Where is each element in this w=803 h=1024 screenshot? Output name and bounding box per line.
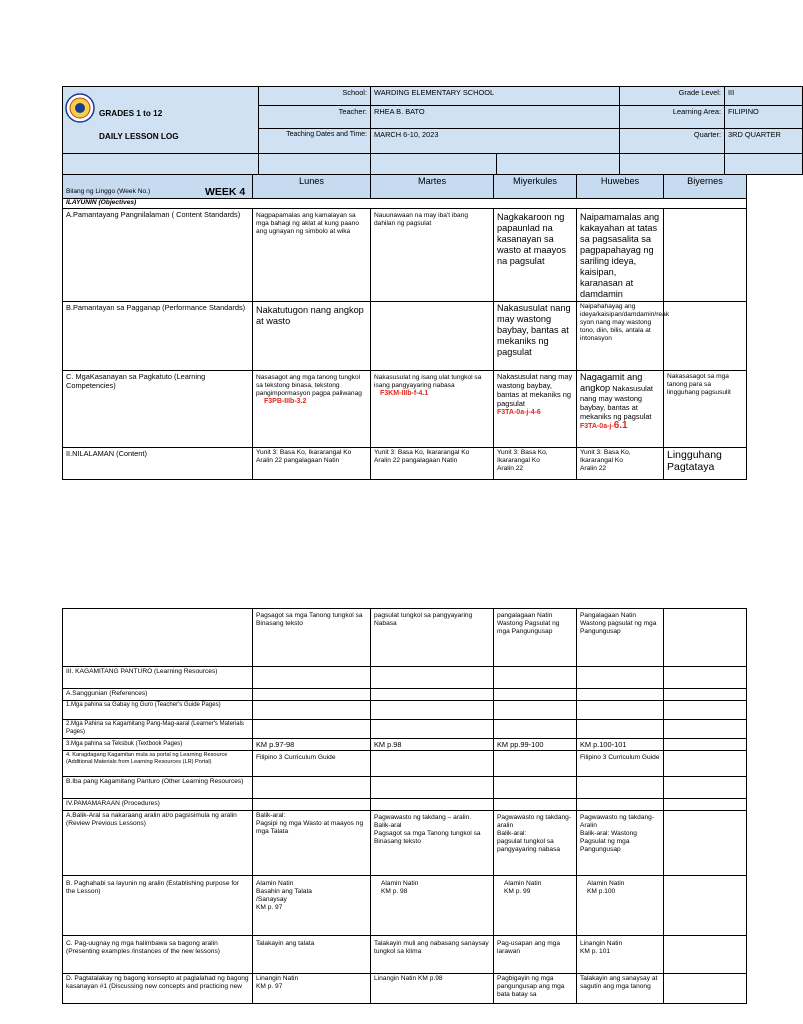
discussion-miyerkules: Pagbigayin ng mga pangungusap ang mga bata batay sa [494,974,577,1004]
blank-cell [725,154,803,175]
lesson-log-header-table [62,86,803,175]
competency-code: F3TA-0a-j- [580,423,614,430]
textbook-label: 3.Mga pahina sa Teksbuk (Textbook Pages) [63,739,253,751]
lesson-log-table [62,174,747,480]
objectives-heading: ILAYUNIN (Objectives) [63,199,747,209]
competency-code: F3TA-0a-j-4-6 [497,409,541,416]
day-lunes: Lunes [253,175,371,199]
dates-value: MARCH 6-10, 2023 [371,129,620,154]
competency-text: Nakasusulat nang may wastong baybay, bantas at mekaniks ng pagsulat [580,384,653,421]
day-miyerkules: Miyerkules [494,175,577,199]
blank-cell [259,154,371,175]
purpose-miyerkules: Alamin Natin KM p. 99 [494,876,577,936]
examples-label: C. Pag-uugnay ng mga halimbawa sa bagong aralin (Presenting examples /instances of the new lessons) [63,936,253,974]
school-value: WARDING ELEMENTARY SCHOOL [371,87,620,106]
content-cont-huwebes: Pangalagaan Natin Wastong pagsulat ng mga Pangungusap [577,609,664,667]
performance-standards-label: B.Pamantayan sa Pagganap (Performance Standards) [63,302,253,371]
competencies-label: C. MgaKasanayan sa Pagkatuto (Learning Competencies) [63,371,253,448]
discussion-martes: Linangin Natin KM p.98 [371,974,494,1004]
performance-standards-lunes: Nakatutugon nang angkop at wasto [253,302,371,371]
review-miyerkules: Pagwawasto ng takdang-aralin Balik-aral: pagsulat tungkol sa pangyayaring nabasa [494,811,577,876]
textbook-lunes: KM p.97-98 [253,739,371,751]
learning-area-label: Learning Area: [620,106,725,129]
performance-standards-martes [371,302,494,371]
log-title: DAILY LESSON LOG [99,132,179,141]
competency-text: Nagagamit ang angkop [580,372,643,393]
day-martes: Martes [371,175,494,199]
day-huwebes: Huwebes [577,175,664,199]
blank-cell [63,609,253,667]
content-cont-lunes: Pagsagot sa mga Tanong tungkol sa Binasang teksto [253,609,371,667]
learners-materials-label: 2.Mga Pahina sa Kagamitang Pang-Mag-aaral (Learner's Materials Pages) [63,720,253,739]
content-standards-lunes: Nagpapamalas ang kamalayan sa mga bahagi ng aklat at kung paano ang ugnayan ng simbolo at wika [253,209,371,302]
blank-cell [63,154,259,175]
dates-label: Teaching Dates and Time: [259,129,371,154]
examples-huwebes: Linangin Natin KM p. 101 [577,936,664,974]
review-label: A.Balik-Aral sa nakaraang aralin at/o pagsisimula ng aralin (Review Previous Lessons) [63,811,253,876]
blank-cell [620,154,725,175]
content-standards-martes: Nauunawaan na may iba't ibang dahilan ng pagsulat [371,209,494,302]
school-label: School: [259,87,371,106]
day-biyernes: Biyernes [664,175,747,199]
discussion-label: D. Pagtatalakay ng bagong konsepto at paglalahad ng bagong kasanayan #1 (Discussing new concepts and practicing new [63,974,253,1004]
purpose-martes: Alamin Natin KM p. 98 [371,876,494,936]
purpose-huwebes: Alamin Natin KM p.100 [577,876,664,936]
performance-standards-biyernes [664,302,747,371]
purpose-label: B. Paghahabi sa layunin ng aralin (Establishing purpose for the Lesson) [63,876,253,936]
content-cont-miyerkules: pangalagaan Natin Wastong Pagsulat ng mga Pangungusap [494,609,577,667]
content-martes: Yunit 3: Basa Ko, Ikararangal Ko Aralin 22 pangalagaan Natin [371,448,494,480]
purpose-lunes: Alamin Natin Basahin ang Talata /Sanaysay KM p. 97 [253,876,371,936]
content-standards-miyerkules: Nagkakaroon ng papaunlad na kasanayan sa wasto at maayos na pagsulat [494,209,577,302]
content-biyernes: Lingguhang Pagtataya [664,448,747,480]
textbook-huwebes: KM p.100-101 [577,739,664,751]
week-value: WEEK 4 [205,186,246,198]
textbook-martes: KM p.98 [371,739,494,751]
review-martes: Pagwawasto ng takdang – aralin. Balik-aral Pagsagot sa mga Tanong tungkol sa Binasang teksto [371,811,494,876]
week-label: Bilang ng Linggo (Week No.) [66,188,151,195]
blank-cell [497,154,620,175]
content-miyerkules: Yunit 3: Basa Ko, Ikararangal Ko Aralin 22 [494,448,577,480]
content-label: II.NILALAMAN (Content) [63,448,253,480]
content-cont-martes: pagsulat tungkol sa pangyayaring Nabasa [371,609,494,667]
content-lunes: Yunit 3: Basa Ko, Ikararangal Ko Aralin 22 pangalagaan Natin [253,448,371,480]
teachers-guide-label: 1.Mga pahina sa Gabay ng Guro (Teacher's Guide Pages) [63,701,253,720]
competencies-huwebes [577,371,664,448]
teacher-label: Teacher: [259,106,371,129]
blank-cell [664,609,747,667]
competency-code: F3KM-IIIb-f-4.1 [380,390,429,397]
grade-level-value: III [725,87,803,106]
competencies-martes [371,371,494,448]
grade-level-label: Grade Level: [620,87,725,106]
content-standards-label: A.Pamantayang Pangnilalaman ( Content Standards) [63,209,253,302]
teacher-value: RHEA B. BATO [371,106,620,129]
additional-materials-lunes: Filipino 3 Curriculum Guide [253,751,371,777]
discussion-lunes: Linangin Natin KM p. 97 [253,974,371,1004]
competency-code: F3PB-IIIb-3.2 [264,398,307,405]
content-standards-biyernes [664,209,747,302]
blank-cell [371,154,497,175]
learning-area-value: FILIPINO [725,106,803,129]
textbook-miyerkules: KM pp.99-100 [494,739,577,751]
quarter-label: Quarter: [620,129,725,154]
performance-standards-huwebes: Naipahahayag ang ideya/kaisipan/damdamin/reak syon nang may wastong tono, diin, bilis, antala at intonasyon [577,302,664,371]
procedures-label: IV.PAMAMARAAN (Procedures) [63,799,253,811]
competency-text: Nasasagot ang mga tanong tungkol sa tekstong binasa, tekstong pangimpormasyon pagpa paliwanag [256,374,362,397]
references-label: A.Sanggunian (References) [63,689,253,701]
competency-text: Nakasusulat nang may wastong baybay, bantas at mekaniks ng pagsulat [497,372,573,408]
other-resources-label: B.Iba pang Kagamitang Panturo (Other Learning Resources) [63,777,253,799]
quarter-value: 3RD QUARTER [725,129,803,154]
additional-materials-huwebes: Filipino 3 Curriculum Guide [577,751,664,777]
competency-text: Nakasusulat ng isang ulat tungkol sa isang pangyayaring nabasa [374,374,482,389]
content-huwebes: Yunit 3: Basa Ko, Ikararangal Ko Aralin 22 [577,448,664,480]
review-huwebes: Pagwawasto ng takdang-Aralin Balik-aral: Wastong Pagsulat ng mga Pangungusap [577,811,664,876]
competencies-lunes [253,371,371,448]
performance-standards-miyerkules: Nakasusulat nang may wastong baybay, bantas at mekaniks ng pagsulat [494,302,577,371]
lesson-log-table-continued [62,608,747,1004]
competencies-miyerkules [494,371,577,448]
examples-miyerkules: Pag-usapan ang mga larawan [494,936,577,974]
materials-label: III. KAGAMITANG PANTURO (Learning Resources) [63,667,253,689]
content-standards-huwebes: Naipamamalas ang kakayahan at tatas sa pagsasalita sa pagpapahayag ng sariling ideya, kaisipan, karanasan at damdamin [577,209,664,302]
header-title-cell [63,87,259,154]
discussion-huwebes: Talakayin ang sanaysay at sagutin ang mga tanong [577,974,664,1004]
review-lunes: Balik-aral: Pagsipi ng mga Wasto at maayos ng mga Talata [253,811,371,876]
week-cell [63,175,253,199]
examples-martes: Talakayin muli ang nabasang sanaysay tungkol sa klima [371,936,494,974]
competency-code: 6.1 [613,420,628,431]
competency-code-row [580,421,660,431]
competencies-biyernes: Nakasasagot sa mga tanong para sa lingguhang pagsusulit [664,371,747,448]
deped-seal-icon [65,93,95,123]
grades-label: GRADES 1 to 12 [99,109,163,118]
additional-materials-label: 4. Karagdagang Kagamitan mula sa portal ng Learning Resource (Additional Materials from Learning Resources (LR) Portal) [63,751,253,777]
examples-lunes: Talakayin ang talata [253,936,371,974]
